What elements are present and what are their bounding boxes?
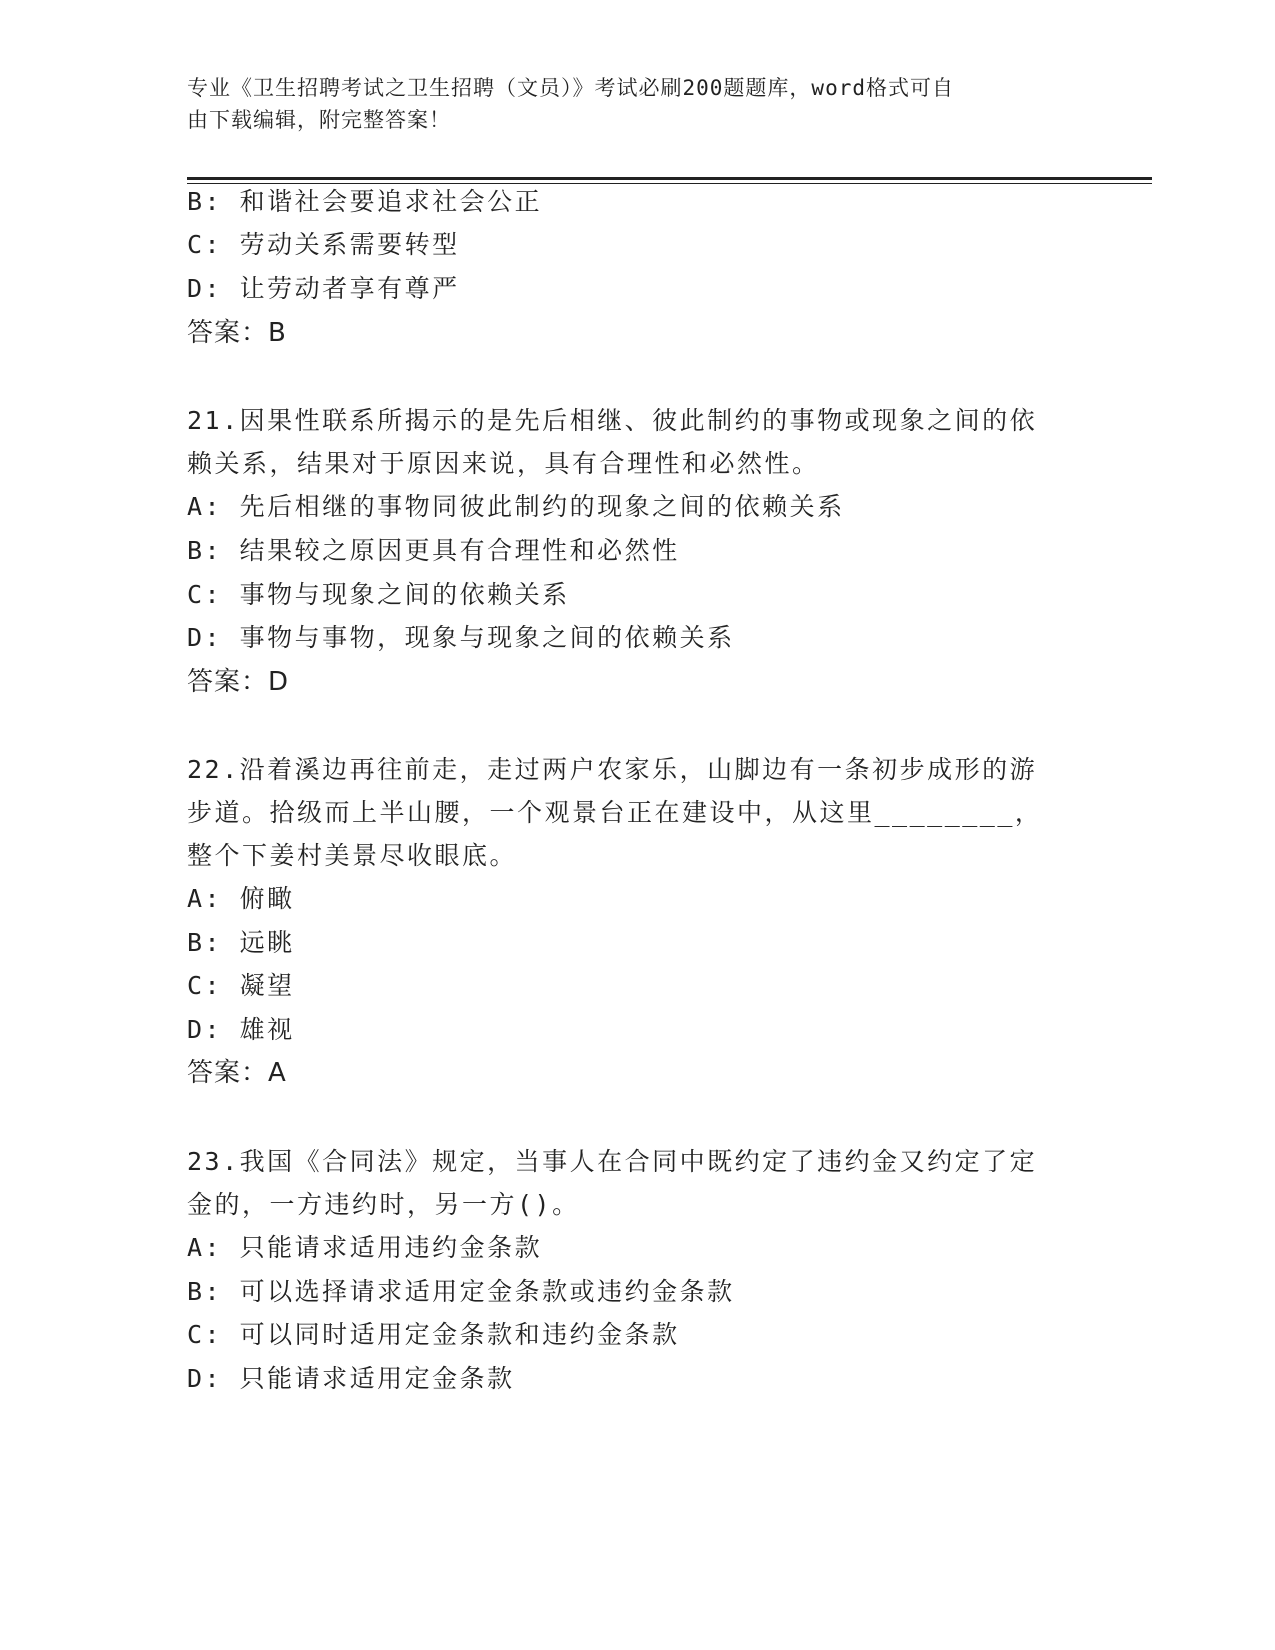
q22-option-c: C: 凝望 [187,971,295,1000]
q23-option-d: D: 只能请求适用定金条款 [187,1364,515,1393]
q21-option-c: C: 事物与现象之间的依赖关系 [187,580,570,609]
q23-option-b: B: 可以选择请求适用定金条款或违约金条款 [187,1277,735,1306]
q21-stem-line-2: 赖关系，结果对于原因来说，具有合理性和必然性。 [187,449,820,478]
q23-stem-line-2: 金的，一方违约时，另一方()。 [187,1190,580,1219]
q22-answer: 答案：A [187,1058,287,1088]
q21-option-d: D: 事物与事物，现象与现象之间的依赖关系 [187,623,735,652]
header-divider-thick [187,177,1152,180]
q21-answer: 答案：D [187,667,290,697]
q22-stem-line-2: 步道。拾级而上半山腰，一个观景台正在建设中，从这里________， [187,798,1043,827]
q21-option-a: A: 先后相继的事物同彼此制约的现象之间的依赖关系 [187,492,845,521]
header-divider-thin [187,183,1152,184]
q22-option-d: D: 雄视 [187,1015,295,1044]
q20-option-c: C: 劳动关系需要转型 [187,230,460,259]
q23-option-a: A: 只能请求适用违约金条款 [187,1233,543,1262]
document-header [187,72,1067,136]
header-line-1: 专业《卫生招聘考试之卫生招聘（文员）》考试必刷200题题库，word格式可自 [187,76,954,100]
q21-stem-line-1: 21.因果性联系所揭示的是先后相继、彼此制约的事物或现象之间的依 [187,406,1038,435]
q23-option-c: C: 可以同时适用定金条款和违约金条款 [187,1320,680,1349]
q20-answer: 答案：B [187,318,287,348]
q22-stem-line-3: 整个下姜村美景尽收眼底。 [187,841,518,870]
q23-stem-line-1: 23.我国《合同法》规定，当事人在合同中既约定了违约金又约定了定 [187,1147,1038,1176]
q21-option-b: B: 结果较之原因更具有合理性和必然性 [187,536,680,565]
header-line-2: 由下载编辑，附完整答案！ [187,108,451,132]
q20-option-b: B: 和谐社会要追求社会公正 [187,187,543,216]
q22-stem-line-1: 22.沿着溪边再往前走，走过两户农家乐，山脚边有一条初步成形的游 [187,755,1038,784]
q22-option-a: A: 俯瞰 [187,884,295,913]
q20-option-d: D: 让劳动者享有尊严 [187,274,460,303]
q22-option-b: B: 远眺 [187,928,295,957]
